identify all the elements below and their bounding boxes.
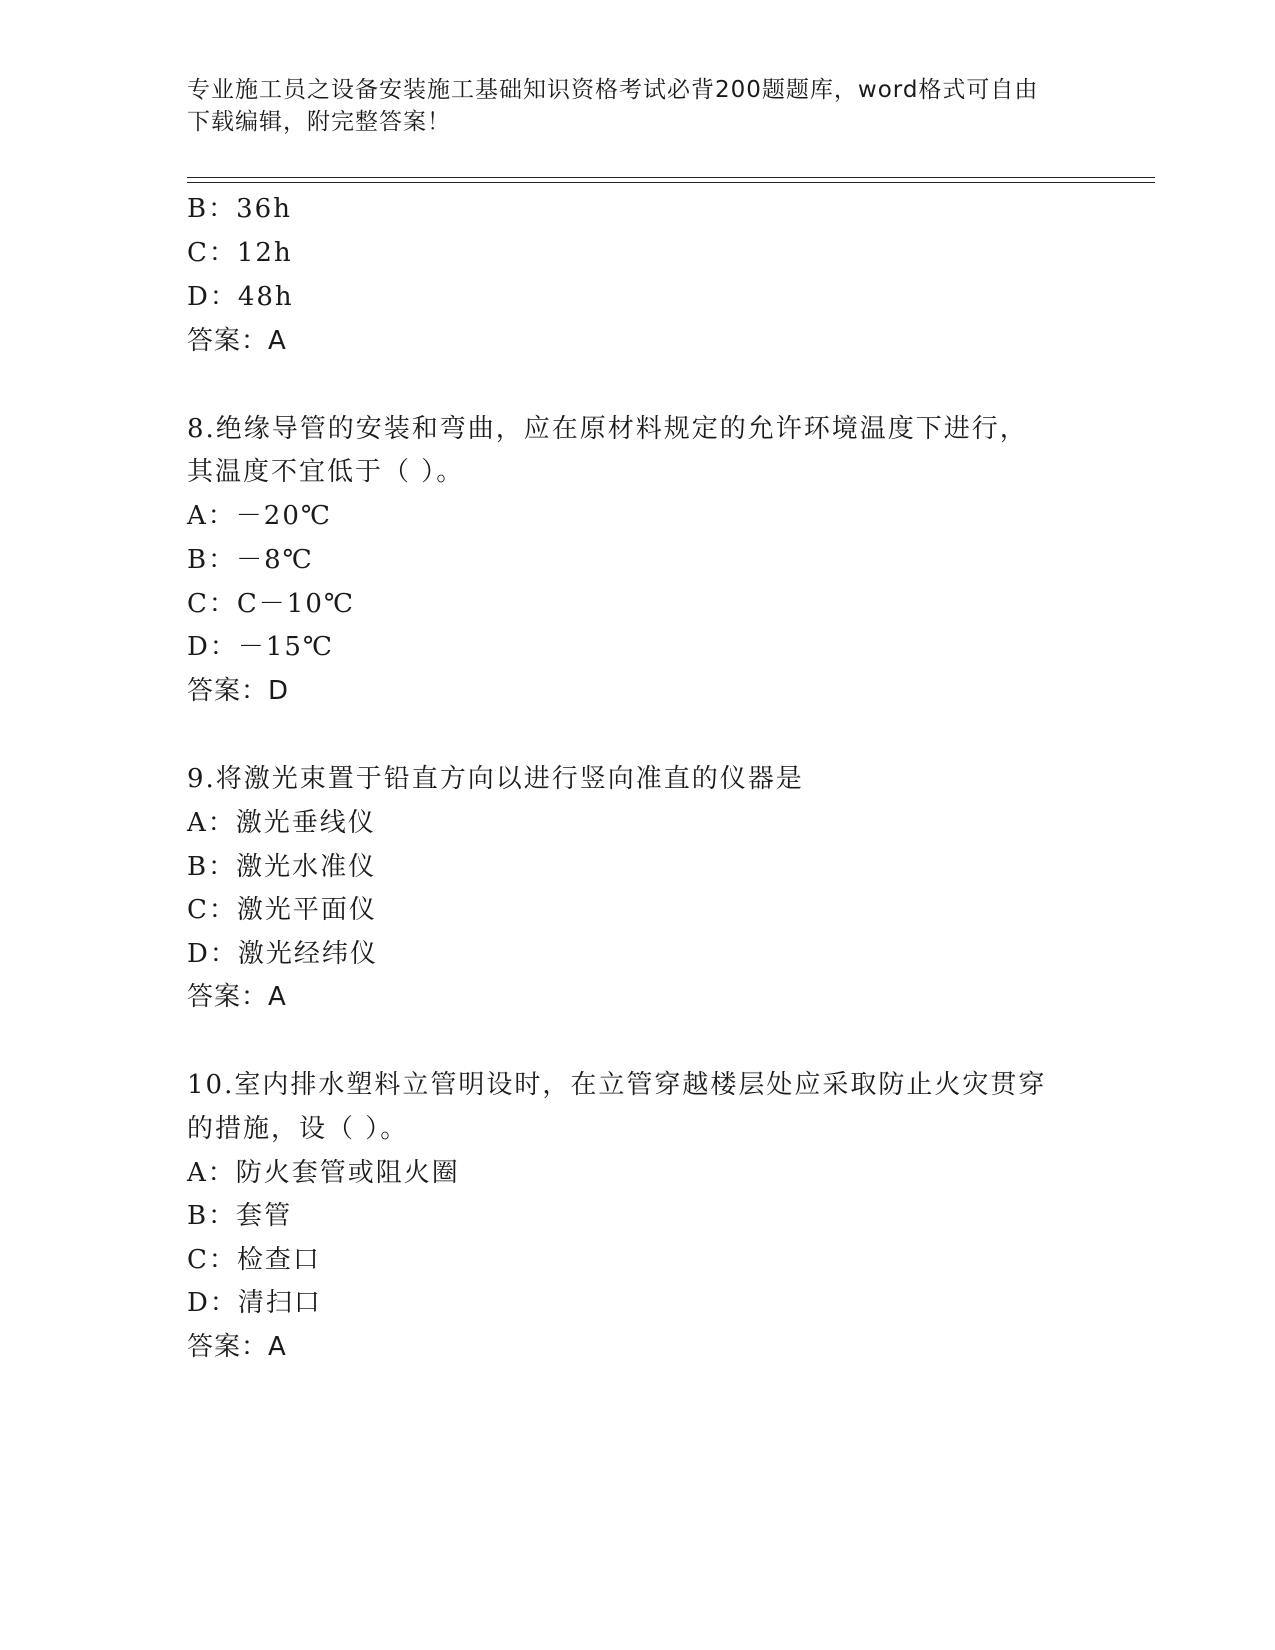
- q9-option-d: D：激光经纬仪: [187, 939, 378, 969]
- q8-stem-line-1: 8.绝缘导管的安装和弯曲，应在原材料规定的允许环境温度下进行，: [187, 414, 1028, 444]
- header-divider-top: [187, 177, 1155, 178]
- q10-option-c: C：检查口: [187, 1245, 321, 1275]
- q9-option-c: C：激光平面仪: [187, 895, 377, 925]
- q10-option-b: B：套管: [187, 1201, 293, 1231]
- q10-answer: 答案：A: [187, 1332, 287, 1362]
- q10-stem-line-2: 的措施，设（ ）。: [187, 1114, 409, 1144]
- q9-stem-line-1: 9.将激光束置于铅直方向以进行竖向准直的仪器是: [187, 764, 804, 794]
- q7-answer: 答案：A: [187, 326, 287, 356]
- q8-stem-line-2: 其温度不宜低于（ ）。: [187, 457, 465, 487]
- header-divider-bottom: [187, 182, 1155, 183]
- q8-option-b: B：－8℃: [187, 545, 314, 575]
- q7-option-d: D：48h: [187, 282, 294, 312]
- document-header: [187, 74, 1087, 138]
- q10-option-d: D：清扫口: [187, 1288, 322, 1318]
- q10-stem-line-1: 10.室内排水塑料立管明设时，在立管穿越楼层处应采取防止火灾贯穿: [187, 1070, 1047, 1100]
- q8-option-c: C：C－10℃: [187, 589, 355, 619]
- q8-answer: 答案：D: [187, 676, 290, 706]
- q9-option-a: A：激光垂线仪: [187, 808, 376, 838]
- q7-option-c: C：12h: [187, 238, 293, 268]
- header-line-1: 专业施工员之设备安装施工基础知识资格考试必背200题题库，word格式可自由: [187, 77, 1039, 103]
- header-line-2: 下载编辑，附完整答案！: [187, 109, 451, 135]
- q10-option-a: A：防火套管或阻火圈: [187, 1158, 460, 1188]
- q9-option-b: B：激光水准仪: [187, 852, 377, 882]
- q8-option-a: A：－20℃: [187, 501, 332, 531]
- q8-option-d: D：－15℃: [187, 632, 335, 662]
- q9-answer: 答案：A: [187, 982, 287, 1012]
- q7-option-b: B：36h: [187, 194, 292, 224]
